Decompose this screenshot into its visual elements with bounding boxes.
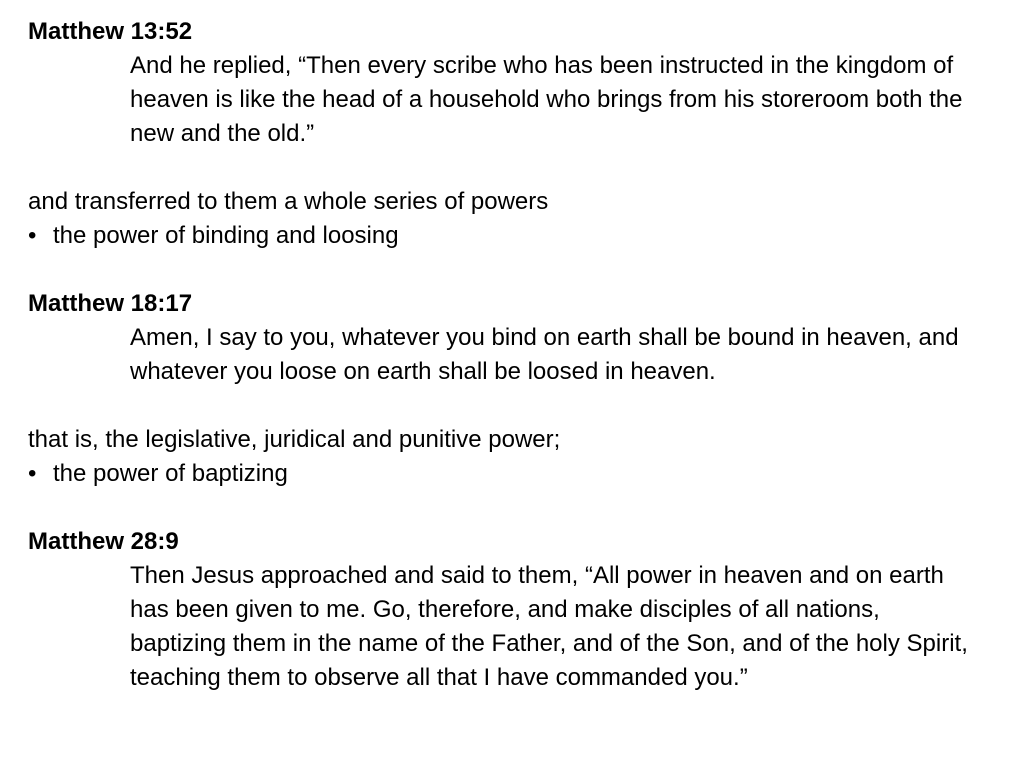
bullet-text: the power of baptizing xyxy=(53,460,288,487)
bullet-icon: • xyxy=(28,222,37,249)
bullet-text: the power of binding and loosing xyxy=(53,222,399,249)
spacer xyxy=(28,491,1008,525)
spacer xyxy=(28,151,1008,185)
spacer xyxy=(28,253,1008,287)
scripture-quote: And he replied, “Then every scribe who has been instructed in the kingdom of heaven is like the head of a household who brings from his storeroom both the new and the old.” xyxy=(130,52,963,147)
bullet-item xyxy=(28,219,1008,253)
scripture-quote: Amen, I say to you, whatever you bind on earth shall be bound in heaven, and whatever you loose on earth shall be loosed in heaven. xyxy=(130,324,959,385)
scripture-reference: Matthew 13:52 xyxy=(28,18,193,45)
spacer xyxy=(28,389,1008,423)
scripture-reference: Matthew 18:17 xyxy=(28,290,193,317)
bullet-item xyxy=(28,457,1008,491)
scripture-quote: Then Jesus approached and said to them, “All power in heaven and on earth has been given to me. Go, therefore, and make disciples of all nations, baptizing them in the name of the Father, and of the Son, and of the holy Spirit, teaching them to observe all that I have commanded you.” xyxy=(130,562,968,691)
body-text: that is, the legislative, juridical and punitive power; xyxy=(28,426,561,453)
slide-content xyxy=(28,15,1008,695)
body-text: and transferred to them a whole series of powers xyxy=(28,188,549,215)
scripture-reference: Matthew 28:9 xyxy=(28,528,179,555)
bullet-icon: • xyxy=(28,460,37,487)
